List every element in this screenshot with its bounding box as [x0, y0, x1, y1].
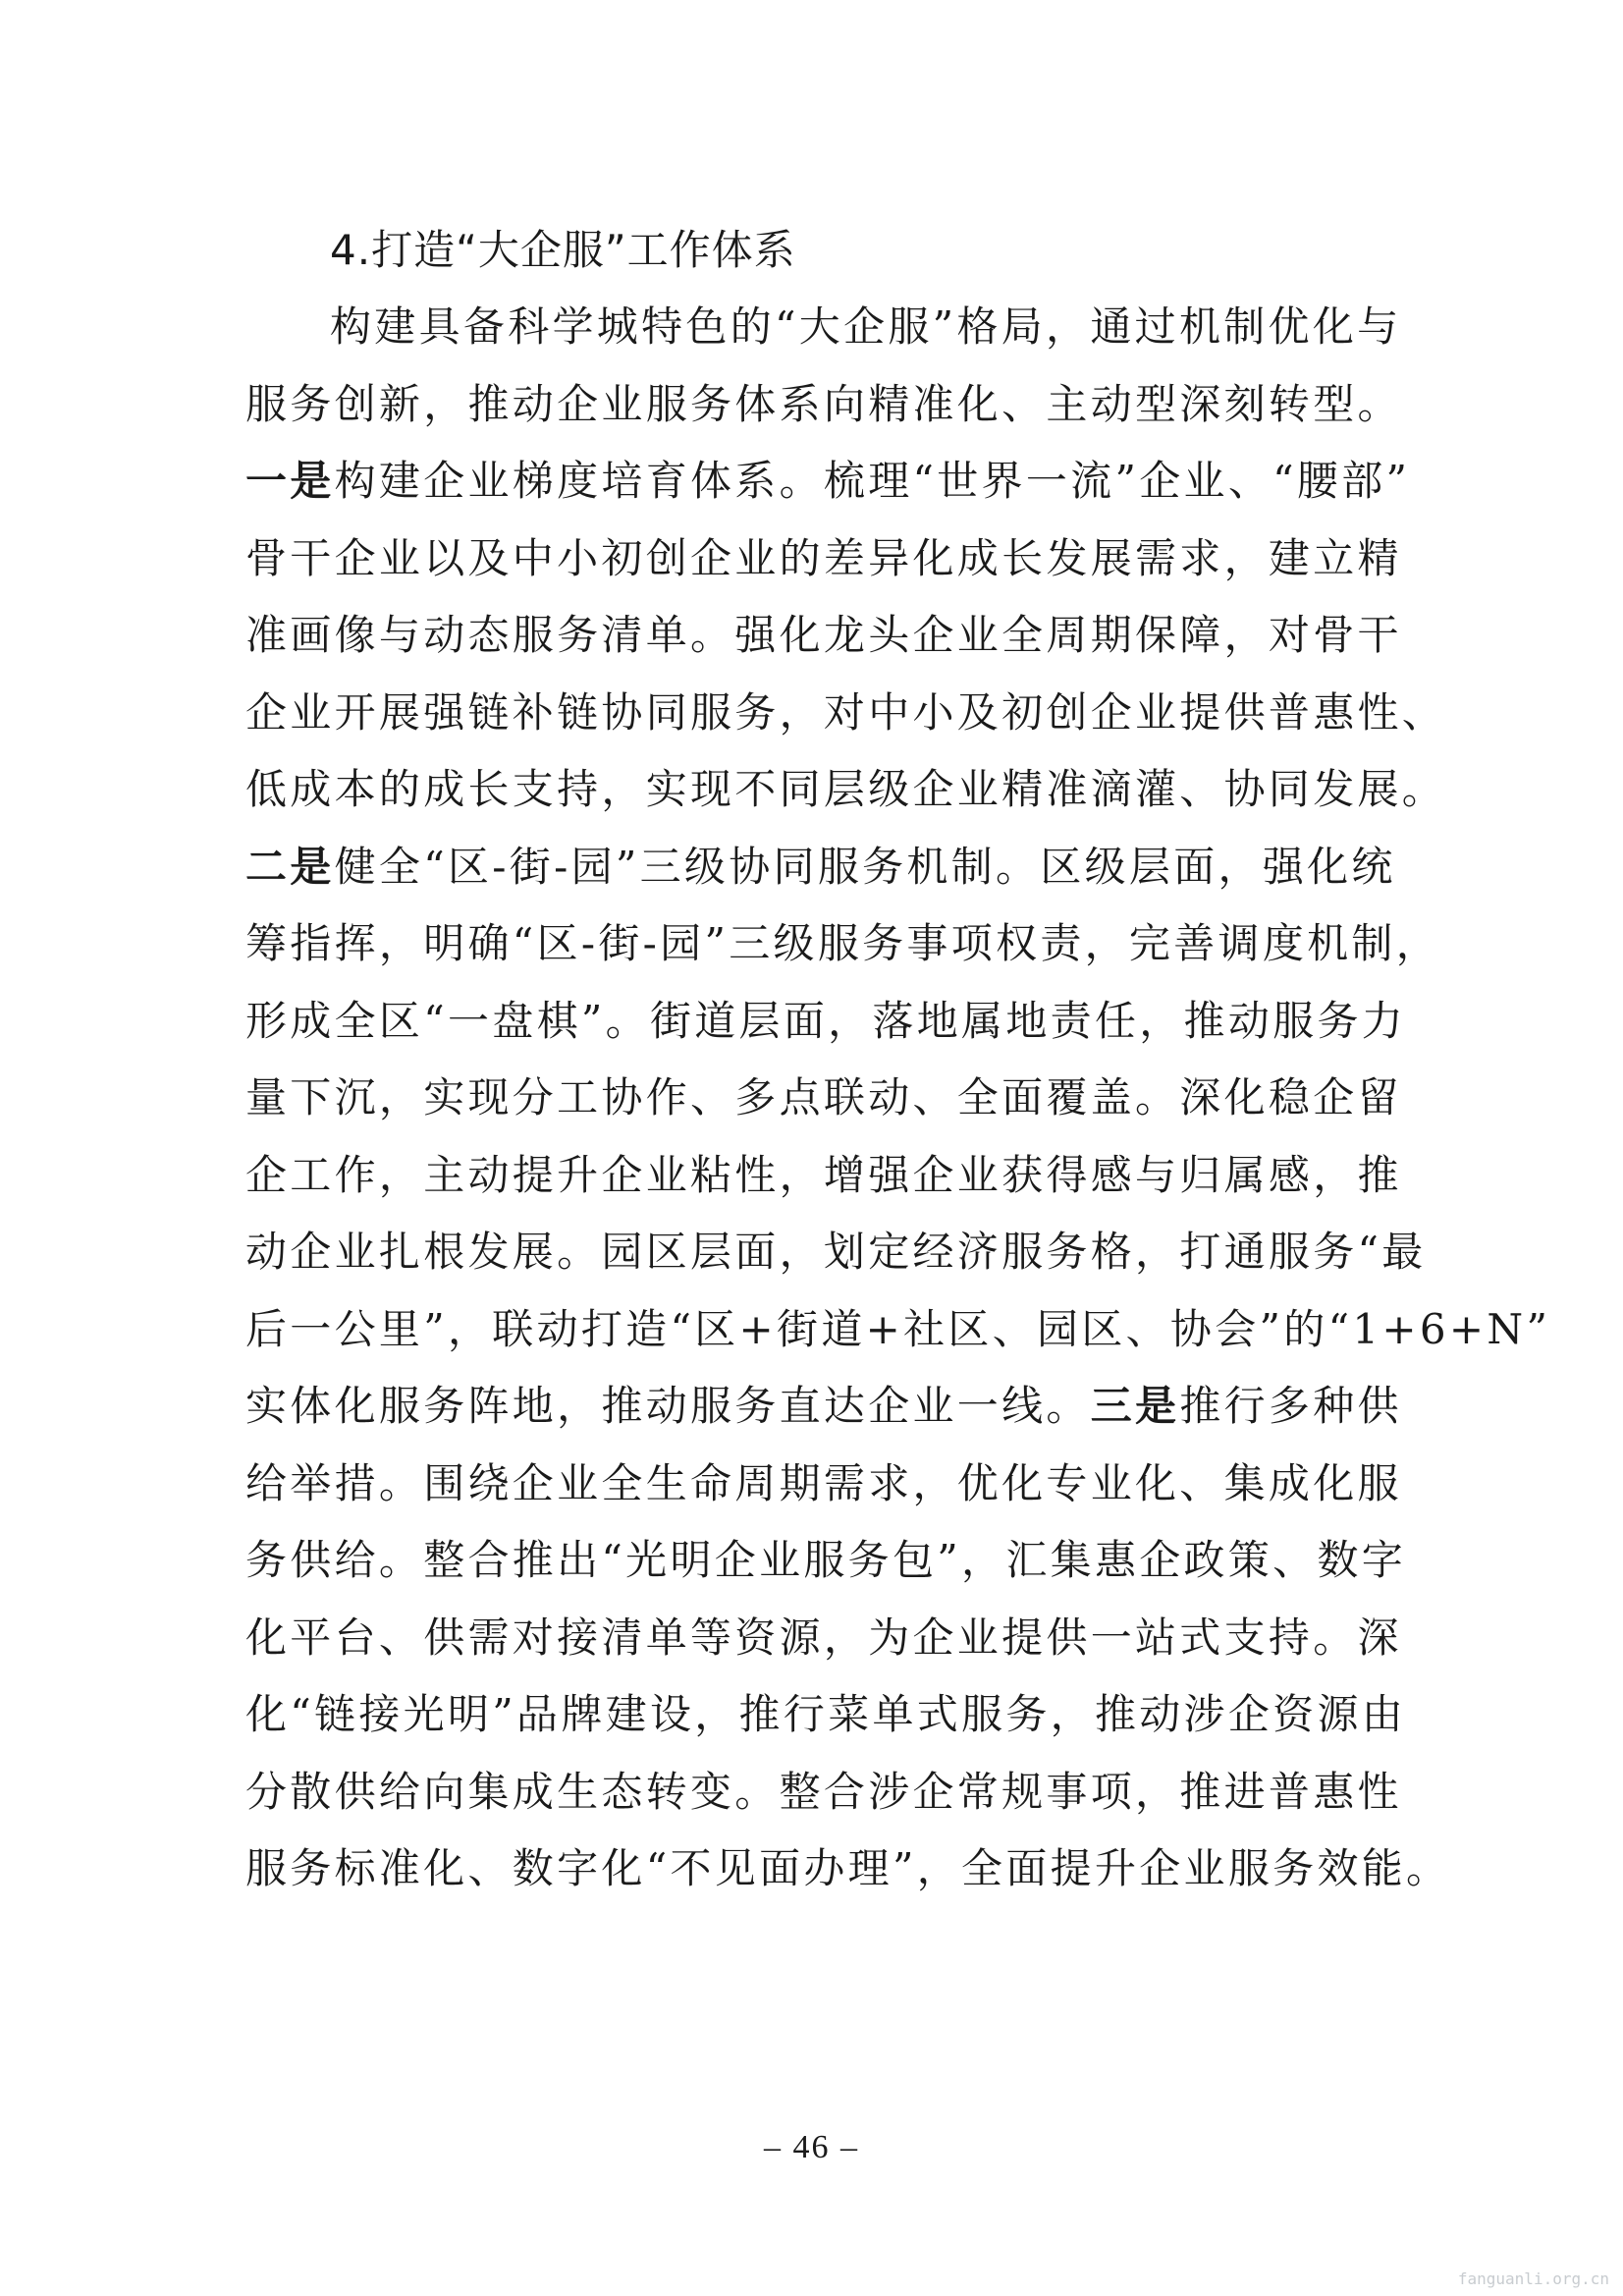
text-line [245, 1676, 1407, 1754]
text-line [245, 1291, 1551, 1369]
text-line [245, 443, 1411, 520]
text-segment: 构建企业梯度培育体系。梳理“世界一流”企业、“腰部” [334, 457, 1411, 505]
text-line [245, 289, 1404, 366]
text-line [245, 1522, 1407, 1600]
text-segment: 企工作，主动提升企业粘性，增强企业获得感与归属感，推 [245, 1150, 1402, 1199]
text-segment: 企业开展强链补链协同服务，对中小及初创企业提供普惠性、 [245, 687, 1447, 737]
text-segment: 给举措。围绕企业全生命周期需求，优化专业化、集成化服 [245, 1458, 1402, 1507]
text-segment: 动企业扎根发展。园区层面，划定经济服务格，打通服务“最 [245, 1228, 1427, 1276]
text-segment: 健全“区-街-园”三级协同服务机制。区级层面，强化统 [334, 842, 1396, 891]
text-line [245, 1060, 1404, 1137]
text-line [245, 520, 1404, 598]
text-segment: 服务标准化、数字化“不见面办理”，全面提升企业服务效能。 [245, 1844, 1451, 1892]
text-line [245, 1137, 1404, 1215]
text-line [245, 1368, 1404, 1446]
text-line [245, 751, 1447, 829]
text-line [245, 1754, 1404, 1831]
text-line [245, 675, 1447, 752]
section-heading: 4.打造“大企服”工作体系 [330, 226, 796, 274]
emphasis-label: 二是 [245, 842, 335, 891]
text-line [245, 829, 1404, 906]
text-line [245, 1214, 1427, 1291]
text-segment: 低成本的成长支持，实现不同层级企业精准滴灌、协同发展。 [245, 765, 1447, 813]
text-segment: 服务创新，推动企业服务体系向精准化、主动型深刻转型。 [245, 379, 1402, 428]
text-segment: 构建具备科学城特色的“大企服”格局，通过机制优化与 [330, 302, 1402, 351]
text-segment: 化“链接光明”品牌建设，推行菜单式服务，推动涉企资源由 [245, 1690, 1407, 1738]
text-segment: 形成全区“一盘棋”。街道层面，落地属地责任，推动服务力 [245, 996, 1407, 1045]
text-segment: 务供给。整合推出“光明企业服务包”，汇集惠企政策、数字 [245, 1536, 1407, 1584]
text-segment: 准画像与动态服务清单。强化龙头企业全周期保障，对骨干 [245, 611, 1402, 659]
text-line [245, 983, 1407, 1061]
text-segment: 分散供给向集成生态转变。整合涉企常规事项，推进普惠性 [245, 1767, 1402, 1816]
text-line [245, 366, 1404, 444]
text-segment: 实体化服务阵地，推动服务直达企业一线。 [245, 1382, 1091, 1430]
page-number: – 46 – [764, 2129, 859, 2165]
text-segment: 推行多种供 [1179, 1382, 1402, 1430]
text-line [245, 597, 1404, 675]
text-segment: 后一公里”，联动打造“区+街道+社区、园区、协会”的“1+6+N” [245, 1304, 1551, 1353]
text-line [245, 1831, 1451, 1908]
text-segment: 化平台、供需对接清单等资源，为企业提供一站式支持。深 [245, 1613, 1402, 1662]
text-line [245, 905, 1441, 983]
text-segment: 骨干企业以及中小初创企业的差异化成长发展需求，建立精 [245, 533, 1402, 582]
text-line [245, 1600, 1404, 1677]
emphasis-label: 一是 [245, 457, 335, 505]
emphasis-label: 三是 [1090, 1382, 1180, 1430]
text-line [245, 1446, 1404, 1523]
text-segment: 量下沉，实现分工协作、多点联动、全面覆盖。深化稳企留 [245, 1073, 1402, 1121]
text-segment: 筹指挥，明确“区-街-园”三级服务事项权责，完善调度机制， [245, 919, 1441, 967]
watermark: fanguanli.org.cn [1457, 2269, 1609, 2288]
body-paragraph [245, 289, 1551, 1908]
